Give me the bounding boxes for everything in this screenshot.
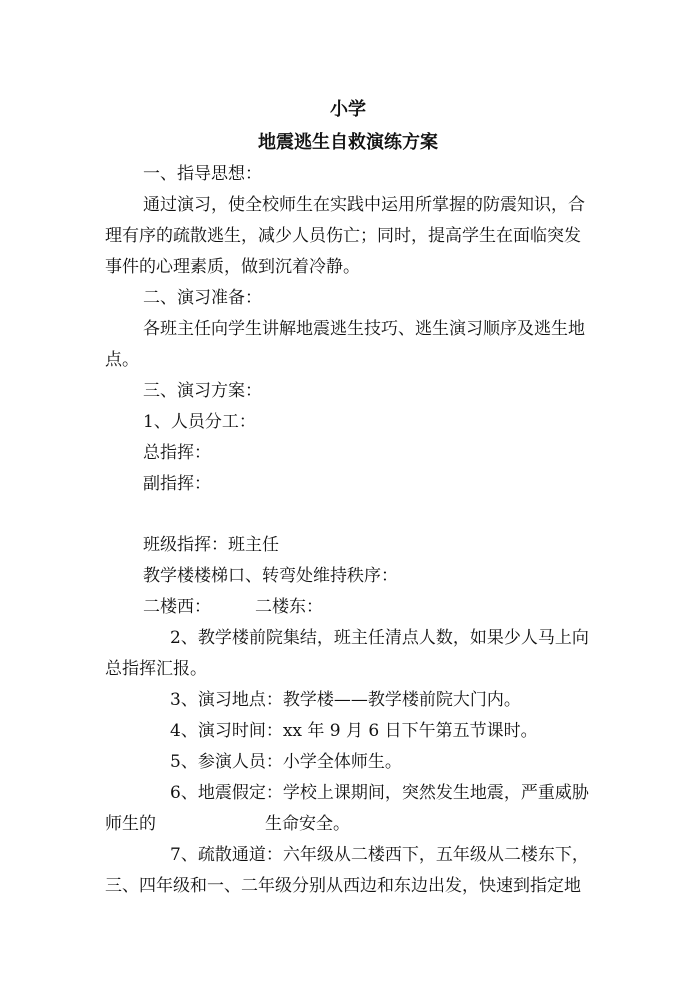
item-assembly: 2、教学楼前院集结，班主任清点人数，如果少人马上向 [170, 628, 589, 648]
item-vice-commander: 副指挥： [143, 474, 211, 494]
paragraph-line: 总指挥汇报。 [105, 659, 207, 679]
item-drill-location: 3、演习地点：教学楼——教学楼前院大门内。 [170, 690, 521, 710]
doc-title-school: 小学 [330, 99, 366, 120]
paragraph-line: 生命安全。 [265, 814, 350, 834]
item-east-floor: 二楼东： [255, 597, 323, 617]
item-class-commander: 班级指挥：班主任 [143, 535, 279, 555]
paragraph-line: 三、四年级和一、二年级分别从西边和东边出发，快速到指定地 [105, 876, 581, 896]
section-heading-preparation: 二、演习准备： [143, 288, 262, 308]
paragraph-line: 理有序的疏散逃生，减少人员伤亡；同时，提高学生在面临突发 [105, 226, 581, 246]
item-drill-time: 4、演习时间：xx 年 9 月 6 日下午第五节课时。 [170, 721, 538, 741]
section-heading-plan: 三、演习方案： [143, 381, 262, 401]
item-west-floor: 二楼西： [143, 597, 211, 617]
paragraph-line: 事件的心理素质，做到沉着冷静。 [105, 257, 360, 277]
item-staff-division: 1、人员分工： [143, 412, 256, 432]
paragraph-line: 点。 [105, 350, 139, 370]
section-heading-guiding-ideology: 一、指导思想： [143, 164, 262, 184]
item-stairs-order: 教学楼楼梯口、转弯处维持秩序： [143, 566, 398, 586]
item-participants: 5、参演人员：小学全体师生。 [170, 752, 402, 772]
doc-title-main: 地震逃生自救演练方案 [258, 132, 438, 153]
item-commander: 总指挥： [143, 443, 211, 463]
paragraph-line: 通过演习，使全校师生在实践中运用所掌握的防震知识，合 [143, 195, 585, 215]
paragraph-line: 师生的 [105, 814, 156, 834]
item-evacuation-route: 7、疏散通道：六年级从二楼西下，五年级从二楼东下， [170, 845, 589, 865]
item-earthquake-assumption: 6、地震假定：学校上课期间，突然发生地震，严重威胁 [170, 783, 589, 803]
paragraph-line: 各班主任向学生讲解地震逃生技巧、逃生演习顺序及逃生地 [143, 319, 585, 339]
